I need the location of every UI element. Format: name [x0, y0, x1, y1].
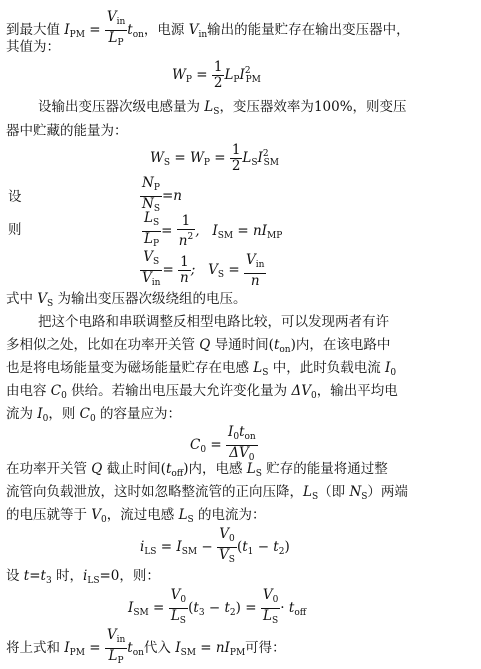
text-segment: ，则变压 — [352, 99, 407, 115]
text-line-s1 — [6, 628, 286, 669]
equation-voltage-ratio: $\frac{V_S}{V_{in}}$ = $\frac{1}{n}$ ; $V_S$ = $\frac{V_{in}}{n}$ — [140, 250, 266, 291]
text-segment: 到最大值 — [6, 22, 60, 38]
math-vs: $V_S$ — [37, 291, 54, 309]
text-segment: 时， — [56, 568, 84, 584]
text-line-p3 — [6, 359, 396, 382]
math-ipm-2: $I_{PM}$ = — [64, 640, 101, 658]
math-ls-2: $L_S$ — [253, 360, 269, 378]
math-ism-nipm: $I_{SM} = nI_{PM}$ — [175, 640, 246, 658]
text-segment: 设 — [6, 568, 20, 584]
text-segment: 多相似之处，比如在功率开关管 — [6, 337, 195, 353]
math-i0-2: $I_0$ — [37, 406, 49, 424]
text-segment: 可得： — [245, 640, 286, 656]
text-segment: 代入 — [143, 640, 171, 656]
math-i0: $I_0$ — [385, 360, 397, 378]
math-ipm: $I_{PM}$ = — [64, 22, 101, 40]
equation-c0: $C_0$ = $\frac{I_0t_{on}}{\Delta V_0}$ — [190, 425, 258, 466]
fraction-one-half-2: $\frac{1}{2}$ — [231, 142, 241, 174]
fraction-vs-vin: $\frac{V_S}{V_{in}}$ — [142, 249, 161, 288]
text-segment: 的容量应为： — [100, 406, 182, 422]
text-segment: 截止时间 — [106, 461, 161, 477]
text-line-3 — [38, 98, 407, 121]
text-line-q2 — [6, 483, 408, 506]
text-segment: 由电容 — [6, 383, 47, 399]
text-segment: 将上式和 — [6, 640, 60, 656]
text-segment: 的电流为： — [198, 507, 266, 523]
fraction-i0ton-dv0: $\frac{I_0t_{on}}{\Delta V_0}$ — [227, 424, 256, 463]
fraction-v0-ls-2: $\frac{V_0}{L_S}$ — [262, 587, 279, 626]
fraction-vin-n: $\frac{V_{in}}{n}$ — [246, 251, 265, 289]
equation-ism: $I_{SM}$ = $\frac{V_0}{L_S}$ $(t_3 - t_2)$ = $\frac{V_0}{L_S}$ · $t_{off}$ — [128, 588, 306, 629]
equation-inductance-ratio: $\frac{L_S}{L_P}$ = $\frac{1}{n^2}$ , $I_{SM} = nI_{MP}$ — [142, 211, 282, 252]
text-segment: （即 — [318, 484, 346, 500]
text-line-p1: 把这个电路和串联调整反相型电路比较，可以发现两者有许 — [38, 314, 389, 330]
text-segment: ，电源 — [143, 22, 185, 38]
text-line-2: 其值为： — [6, 39, 60, 55]
text-segment: 中，此时负载电流 — [272, 360, 381, 376]
math-delta-v0: $\Delta V_0$ — [291, 383, 317, 401]
text-segment: 贮存的能量将通过整 — [266, 461, 388, 477]
fraction-np-ns: $\frac{N_P}{N_S}$ — [142, 175, 160, 214]
text-segment: 导通时间 — [214, 337, 269, 353]
fraction-ls-lp: $\frac{L_S}{L_P}$ — [144, 210, 160, 249]
text-line-4: 器中贮藏的能量为： — [6, 123, 128, 139]
text-segment: 在功率开关管 — [6, 461, 87, 477]
text-segment: ，则： — [119, 568, 160, 584]
math-ils-zero: $i_{LS}=0$ — [83, 568, 120, 586]
text-segment: 内，电感 — [188, 461, 243, 477]
math-q-2: Q — [91, 461, 103, 477]
text-line-5 — [6, 290, 247, 313]
equation-ils: $i_{LS} = I_{SM}$ − $\frac{V_0}{V_S}$ $(t_1 - t_2)$ — [140, 527, 290, 568]
text-segment: ，变压器效率为 — [219, 99, 314, 115]
math-ton-2: $t_{on}$ — [273, 337, 291, 355]
fraction-one-n: $\frac{1}{n}$ — [180, 254, 189, 286]
math-ls-4: $L_S$ — [303, 484, 319, 502]
fraction-vin-lp: $\frac{V_{in}}{L_P}$ — [106, 9, 126, 48]
math-q: Q — [199, 337, 211, 353]
text-line-p4 — [6, 382, 398, 405]
label-ze: 则 — [8, 222, 22, 238]
math-toff: $t_{off}$ — [165, 461, 184, 479]
equation-turns-ratio: $\frac{N_P}{N_S}$ =n — [140, 176, 182, 217]
fraction-v0-ls: $\frac{V_0}{L_S}$ — [170, 587, 187, 626]
math-ton: $t_{on}$ — [127, 22, 144, 40]
math-vin: $V_{in}$ — [188, 22, 208, 40]
math-c0-2: $C_0$ — [79, 406, 96, 424]
text-segment: ，输出平均电 — [316, 383, 398, 399]
label-she: 设 — [8, 189, 22, 205]
text-segment: 也是将电场能量变为磁场能量贮存在电感 — [6, 360, 249, 376]
text-segment: 流管向负载泄放，这时如忽略整流管的正向压降， — [6, 484, 303, 500]
text-segment: 的电压就等于 — [6, 507, 87, 523]
text-line-r1 — [6, 567, 160, 590]
fraction-vin-lp-2: $\frac{V_{in}}{L_P}$ — [106, 627, 126, 666]
math-ton-3: $t_{on}$ — [127, 640, 144, 658]
text-segment: 内，在该电路中 — [295, 337, 391, 353]
math-ns: $N_S$ — [349, 484, 368, 502]
text-segment: 设输出变压器次级电感量为 — [38, 99, 200, 115]
text-line-q1: 在功率开关管 Q 截止时间$(t_{off})$内，电感 $L_S$ 贮存的能量将通过整 — [6, 461, 388, 479]
text-line-p2: 多相似之处，比如在功率开关管 Q 导通时间$(t_{on})$内，在该电路中 — [6, 337, 391, 355]
math-c0: $C_0$ — [50, 383, 67, 401]
math-ls: $L_S$ — [204, 99, 220, 117]
text-line-1 — [6, 10, 410, 51]
equation-ws: $W_S = W_P$ = $\frac{1}{2}$ $L_SI^2_{SM}$ — [150, 142, 280, 174]
text-segment: 式中 — [6, 291, 33, 307]
text-segment: 供给。若输出电压最大允许变化量为 — [71, 383, 288, 399]
text-line-p5 — [6, 405, 181, 428]
math-v0: $V_0$ — [91, 507, 107, 525]
equation-wp: $W_P$ = $\frac{1}{2}$ $L_PI^2_{PM}$ — [172, 59, 261, 91]
fraction-one-half: $\frac{1}{2}$ — [213, 59, 223, 91]
text-segment: 为输出变压器次级绕组的电压。 — [57, 291, 247, 307]
math-t-eq-t3: $t=t_3$ — [23, 568, 52, 586]
text-segment: ）两端 — [367, 484, 408, 500]
fraction-one-n2: $\frac{1}{n^2}$ — [178, 213, 194, 249]
text-segment: 输出的能量贮存在输出变压器中， — [207, 22, 410, 38]
text-segment: ，则 — [48, 406, 76, 422]
math-ls-3: $L_S$ — [246, 461, 262, 479]
math-ls-5: $L_S$ — [178, 507, 194, 525]
text-segment: 流为 — [6, 406, 33, 422]
text-segment: 100% — [313, 99, 353, 115]
fraction-v0-vs: $\frac{V_0}{V_S}$ — [219, 526, 235, 565]
text-segment: ，流过电感 — [106, 507, 175, 523]
